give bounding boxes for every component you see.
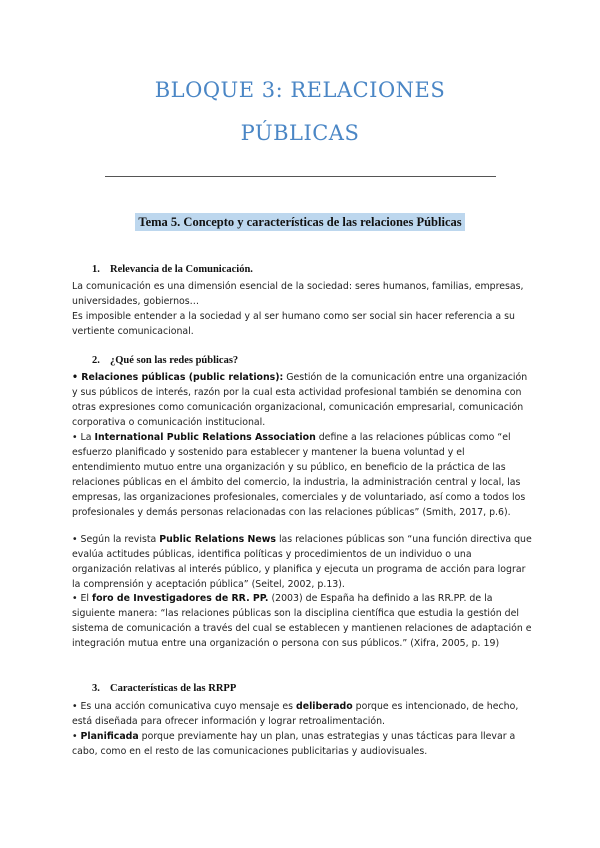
section-2-paragraph-3: • Según la revista Public Relations News las relaciones públicas son “una función directiva que evalúa actitudes públicas, identifica políticas y procedimientos de un individuo o una organización relativas al interés público, y planifica y ejecuta un programa de acción para lograr la comprensión y aceptación pública” (Seitel, 2002, p.13). <box>72 534 532 590</box>
document-title-line-1: BLOQUE 3: RELACIONES <box>154 78 446 102</box>
document-title-line-2: PÚBLICAS <box>240 121 360 145</box>
title-divider <box>105 176 496 177</box>
section-1-heading: 1. Relevancia de la Comunicación. <box>92 264 253 275</box>
section-2-heading: 2. ¿Qué son las redes públicas? <box>92 355 239 366</box>
section-1-paragraph-2: Es imposible entender a la sociedad y al ser humano como ser social sin hacer referencia a su vertiente comunicacional. <box>72 311 515 337</box>
section-2-paragraph-4: • El foro de Investigadores de RR. PP. (2003) de España ha definido a las RR.PP. de la siguiente manera: “las relaciones públicas son la disciplina científica que estudia la gestión del sistema de comunicación a través del cual se establecen y mantienen relaciones de adaptación e integración mutua entre una organización o persona con sus públicos.” (Xifra, 2005, p. 19) <box>72 593 532 649</box>
section-1-paragraph-1: La comunicación es una dimensión esencial de la sociedad: seres humanos, familias, empresas, universidades, gobiernos… <box>72 281 524 307</box>
section-3-paragraph-1: • Es una acción comunicativa cuyo mensaje es deliberado porque es intencionado, de hecho, está diseñada para ofrecer información y lograr retroalimentación. <box>72 701 519 727</box>
section-3-paragraph-2: • Planificada porque previamente hay un plan, unas estrategias y unas tácticas para llevar a cabo, como en el resto de las comunicaciones publicitarias y audiovisuales. <box>72 731 516 757</box>
section-3-heading: 3. Características de las RRPP <box>92 683 237 694</box>
section-2-paragraph-2: • La International Public Relations Association define a las relaciones públicas como “el esfuerzo planificado y sostenido para establecer y mantener la buena voluntad y el entendimiento mutuo entre una organización y su público, en beneficio de la práctica de las relaciones públicas en el ámbito del comercio, la industria, la administración central y local, las empresas, las organizaciones profesionales, comerciales y de voluntariado, así como a todos los profesionales y demás personas relacionadas con las relaciones públicas” (Smith, 2017, p.6). <box>72 432 526 518</box>
section-2-paragraph-1: • Relaciones públicas (public relations): Gestión de la comunicación entre una organización y sus públicos de interés, razón por la cual esta actividad profesional también se denomina con otras expresiones como comunicación organizacional, comunicación empresarial, comunicación corporativa o comunicación institucional. <box>72 372 528 428</box>
topic-heading: Tema 5. Concepto y características de las relaciones Públicas <box>0 215 600 230</box>
